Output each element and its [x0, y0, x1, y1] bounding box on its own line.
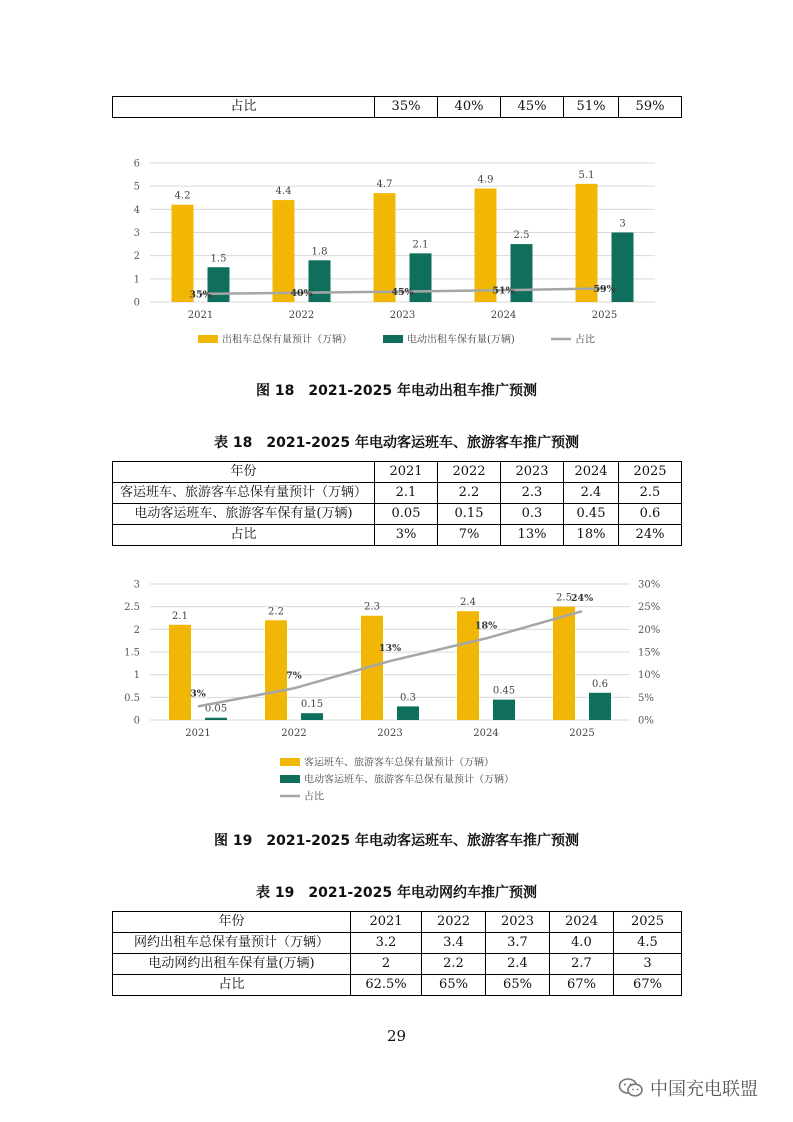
- y-tick-label: 2: [133, 624, 140, 636]
- line-data-label: 40%: [290, 288, 313, 300]
- bar: [397, 706, 419, 720]
- y-tick-label: 3: [133, 579, 140, 591]
- table-row: [113, 954, 682, 975]
- line-data-label: 59%: [593, 283, 616, 295]
- table-header-cell: 2025: [614, 912, 682, 933]
- y2-tick-label: 15%: [638, 647, 661, 659]
- table-header-cell: 2023: [501, 462, 564, 483]
- legend-label: 客运班车、旅游客车总保有量预计（万辆）: [304, 757, 494, 769]
- table-cell: 40%: [438, 97, 501, 118]
- table-cell: 7%: [438, 525, 501, 546]
- line-data-label: 51%: [492, 285, 515, 297]
- table-cell: 4.5: [614, 933, 682, 954]
- table-cell: 网约出租车总保有量预计（万辆）: [113, 933, 351, 954]
- y2-tick-label: 25%: [638, 602, 661, 614]
- y2-tick-label: 5%: [638, 692, 654, 704]
- table-cell: 2.3: [501, 483, 564, 504]
- watermark-text: 中国充电联盟: [650, 1079, 758, 1100]
- y-tick-label: 2: [133, 251, 140, 263]
- table-cell: 0.45: [564, 504, 619, 525]
- bar: [301, 713, 323, 720]
- line-data-label: 3%: [190, 688, 206, 700]
- table-row: [113, 933, 682, 954]
- table-header-cell: 2021: [351, 912, 422, 933]
- x-tick-label: 2022: [281, 728, 307, 739]
- legend-label: 占比: [575, 334, 595, 346]
- data-label: 0.45: [492, 685, 516, 697]
- table-cell: 65%: [422, 975, 486, 996]
- line-data-label: 13%: [378, 643, 402, 655]
- bar: [273, 200, 295, 302]
- table-cell: 2.4: [564, 483, 619, 504]
- data-label: 0.05: [204, 703, 228, 715]
- legend-swatch: [280, 775, 300, 783]
- table-cell: 3.7: [486, 933, 550, 954]
- table-cell: 62.5%: [351, 975, 422, 996]
- table-cell: 客运班车、旅游客车总保有量预计（万辆）: [113, 483, 375, 504]
- line-data-label: 45%: [391, 287, 414, 299]
- table-header-cell: 2023: [486, 912, 550, 933]
- data-label: 4.7: [376, 179, 393, 191]
- table-cell: 电动客运班车、旅游客车保有量(万辆): [113, 504, 375, 525]
- data-label: 2.1: [412, 239, 429, 251]
- table-row: [113, 483, 682, 504]
- table-row: [113, 975, 682, 996]
- table-cell: 67%: [550, 975, 614, 996]
- line-data-label: 7%: [286, 670, 302, 682]
- table-cell: 13%: [501, 525, 564, 546]
- y2-tick-label: 20%: [638, 624, 661, 636]
- table-cell: 24%: [619, 525, 682, 546]
- table-19-caption: 表 19 2021-2025 年电动网约车推广预测: [256, 885, 537, 901]
- data-label: 4.9: [477, 174, 494, 186]
- table-cell: 0.15: [438, 504, 501, 525]
- line-data-label: 24%: [570, 593, 594, 605]
- legend-label: 占比: [304, 791, 324, 803]
- data-label: 1.8: [311, 246, 328, 258]
- table-cell: 59%: [619, 97, 682, 118]
- table-header-row: [113, 912, 682, 933]
- legend-swatch: [280, 758, 300, 766]
- table-header-cell: 2024: [550, 912, 614, 933]
- figure-18-chart: [110, 148, 690, 358]
- table-row: [113, 504, 682, 525]
- table-cell: 占比: [113, 525, 375, 546]
- x-tick-label: 2024: [490, 310, 517, 321]
- data-label: 2.5: [513, 230, 530, 242]
- table-18-caption: 表 18 2021-2025 年电动客运班车、旅游客车推广预测: [214, 435, 579, 451]
- table-cell: 3.2: [351, 933, 422, 954]
- data-label: 2.4: [460, 597, 476, 609]
- table-cell: 0.05: [375, 504, 438, 525]
- legend-label: 出租车总保有量预计（万辆）: [222, 334, 352, 346]
- figure-19-caption: 图 19 2021-2025 年电动客运班车、旅游客车推广预测: [214, 833, 579, 849]
- table-cell: 2.2: [422, 954, 486, 975]
- y-tick-label: 4: [133, 204, 140, 216]
- y-tick-label: 1: [133, 274, 140, 286]
- table-cell: 电动网约出租车保有量(万辆): [113, 954, 351, 975]
- data-label: 2.3: [364, 601, 380, 613]
- x-tick-label: 2025: [569, 728, 595, 739]
- x-tick-label: 2024: [473, 728, 499, 739]
- table-header-cell: 2021: [375, 462, 438, 483]
- table-header-cell: 年份: [113, 462, 375, 483]
- x-tick-label: 2023: [389, 310, 416, 321]
- table-cell: 0.6: [619, 504, 682, 525]
- table-cell: 51%: [564, 97, 619, 118]
- y-tick-label: 2.5: [124, 602, 140, 614]
- table-cell: 3%: [375, 525, 438, 546]
- y-tick-label: 0: [133, 297, 140, 309]
- legend-swatch: [198, 335, 218, 343]
- y-tick-label: 1.5: [124, 647, 140, 659]
- bar: [172, 205, 194, 302]
- legend-swatch: [383, 335, 403, 343]
- y2-tick-label: 10%: [638, 670, 661, 682]
- x-tick-label: 2021: [185, 728, 211, 739]
- y-tick-label: 0.5: [124, 692, 140, 704]
- data-label: 4.2: [174, 190, 191, 202]
- x-tick-label: 2023: [377, 728, 403, 739]
- y2-tick-label: 0%: [638, 715, 654, 727]
- page-number: 29: [386, 1027, 407, 1045]
- ratio-line: [198, 611, 582, 706]
- table-header-cell: 2022: [438, 462, 501, 483]
- table-cell: 65%: [486, 975, 550, 996]
- table-cell: 2.5: [619, 483, 682, 504]
- table-row: [113, 525, 682, 546]
- x-tick-label: 2022: [288, 310, 315, 321]
- table-19: [112, 911, 682, 996]
- bar: [205, 718, 227, 720]
- bar: [374, 193, 396, 302]
- y-tick-label: 3: [133, 228, 140, 239]
- data-label: 1.5: [210, 253, 227, 265]
- table-cell: 2.1: [375, 483, 438, 504]
- table-cell: 3.4: [422, 933, 486, 954]
- table-cell: 18%: [564, 525, 619, 546]
- bar: [589, 693, 611, 720]
- table-header-cell: 年份: [113, 912, 351, 933]
- bar: [493, 700, 515, 720]
- table-cell: 占比: [113, 975, 351, 996]
- line-data-label: 35%: [189, 289, 212, 301]
- data-label: 0.3: [400, 692, 416, 704]
- data-label: 2.1: [172, 610, 188, 622]
- figure-19-chart: [110, 572, 690, 812]
- y2-tick-label: 30%: [638, 579, 661, 591]
- table-cell: 0.3: [501, 504, 564, 525]
- table-cell: 35%: [375, 97, 438, 118]
- wechat-icon: [618, 1077, 644, 1099]
- table-cell: 占比: [113, 97, 375, 118]
- line-data-label: 18%: [474, 620, 498, 632]
- bar: [169, 625, 191, 720]
- data-label: 2.2: [268, 606, 284, 618]
- table-cell: 2.2: [438, 483, 501, 504]
- data-label: 4.4: [275, 186, 292, 198]
- data-label: 0.15: [300, 699, 324, 711]
- bar: [553, 607, 575, 720]
- data-label: 3: [619, 218, 626, 230]
- table-header-cell: 2022: [422, 912, 486, 933]
- table-cell: 2.4: [486, 954, 550, 975]
- x-tick-label: 2025: [591, 310, 618, 321]
- table-cell: 2.7: [550, 954, 614, 975]
- legend-label: 电动出租车保有量(万辆): [407, 334, 515, 346]
- y-tick-label: 0: [133, 715, 140, 727]
- table-cell: 4.0: [550, 933, 614, 954]
- top-ratio-table: [112, 96, 682, 118]
- watermark: [618, 1073, 778, 1103]
- data-label: 5.1: [578, 169, 595, 181]
- table-18: [112, 461, 682, 546]
- data-label: 2.5: [556, 592, 572, 604]
- table-cell: 2: [351, 954, 422, 975]
- data-label: 0.6: [592, 678, 608, 690]
- table-header-row: [113, 462, 682, 483]
- table-header-cell: 2024: [564, 462, 619, 483]
- table-cell: 45%: [501, 97, 564, 118]
- legend-label: 电动客运班车、旅游客车总保有量预计（万辆）: [304, 774, 514, 786]
- table-header-cell: 2025: [619, 462, 682, 483]
- figure-18-caption: 图 18 2021-2025 年电动出租车推广预测: [256, 383, 537, 399]
- y-tick-label: 1: [133, 670, 140, 682]
- table-cell: 3: [614, 954, 682, 975]
- y-tick-label: 5: [133, 181, 140, 193]
- x-tick-label: 2021: [187, 310, 214, 321]
- table-cell: 67%: [614, 975, 682, 996]
- table-row: [113, 97, 682, 118]
- bar: [265, 620, 287, 720]
- y-tick-label: 6: [133, 158, 140, 170]
